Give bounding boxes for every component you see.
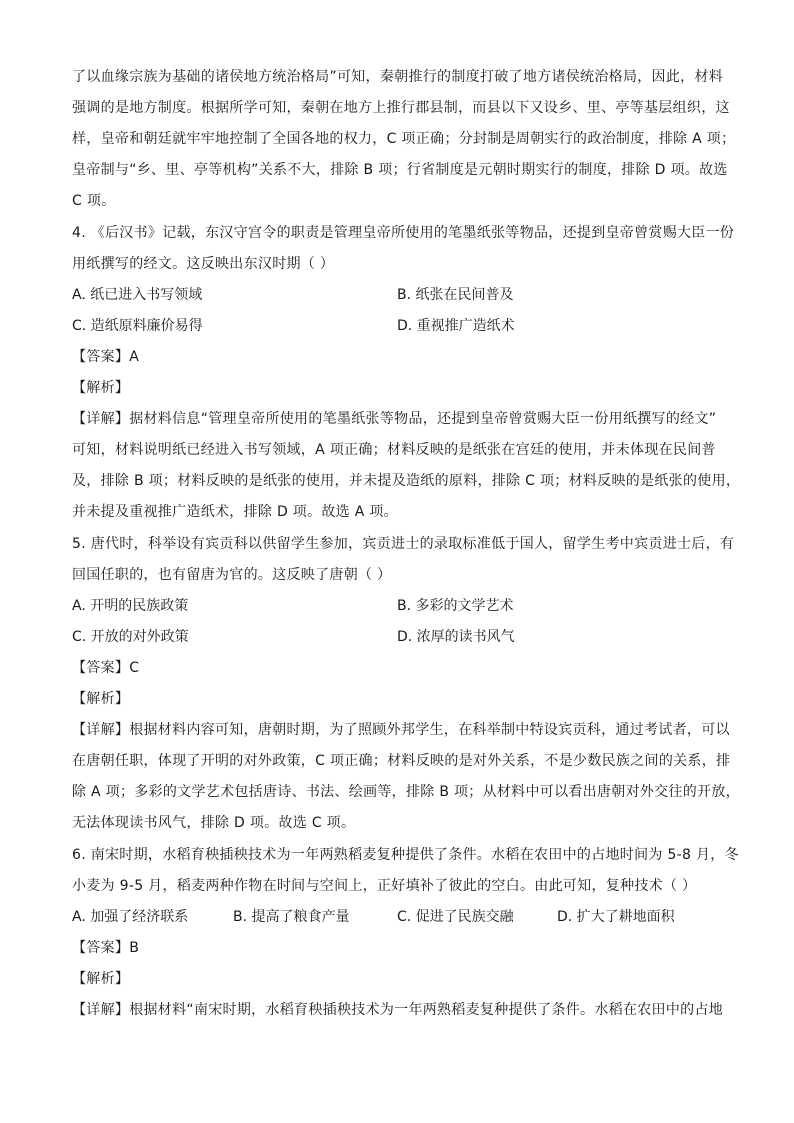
question-stem: 4. 《后汉书》记载，东汉守宫令的职责是管理皇帝所使用的笔墨纸张等物品，还提到皇帝曾赏赐大臣一份 — [72, 225, 735, 241]
analysis-label: 【解析】 — [72, 691, 130, 707]
detail-line: 【详解】根据材料“南宋时期，水稻育秧插秧技术为一年两熟稻麦复种提供了条件。水稻在农田中的占地 — [72, 1002, 724, 1018]
question-stem: 5. 唐代时，科举设有宾贡科以供留学生参加，宾贡进士的录取标准低于国人，留学生考中宾贡进士后，有 — [72, 536, 735, 552]
detail-line: 可知，材料说明纸已经进入书写领域，A 项正确；材料反映的是纸张在宫廷的使用，并未体现在民间普 — [72, 442, 716, 458]
detail-line: 及，排除 B 项；材料反映的是纸张的使用，并未提及造纸的原料，排除 C 项；材料反映的是纸张的使用， — [72, 473, 741, 489]
option-a: A. 加强了经济联系 — [72, 909, 189, 925]
analysis-label: 【解析】 — [72, 971, 130, 987]
detail-line: 在唐朝任职，体现了开明的对外政策，C 项正确；材料反映的是对外关系，不是少数民族之间的关系，排 — [72, 753, 731, 769]
analysis-line: 皇帝制与“乡、里、亭等机构”关系不大，排除 B 项；行省制度是元朝时期实行的制度，排除 D 项。故选 — [72, 162, 728, 178]
analysis-line: 了以血缘宗族为基础的诸侯地方统治格局”可知，秦朝推行的制度打破了地方诸侯统治格局，因此，材料 — [72, 69, 724, 85]
detail-line: 【详解】根据材料内容可知，唐朝时期，为了照顾外邦学生，在科举制中特设宾贡科，通过考试者，可以 — [72, 722, 730, 738]
option-c: C. 促进了民族交融 — [397, 909, 514, 925]
option-b: B. 多彩的文学艺术 — [397, 598, 514, 614]
option-d: D. 扩大了耕地面积 — [557, 909, 675, 925]
question-stem: 回国任职的，也有留唐为官的。这反映了唐朝（ ） — [72, 567, 392, 583]
question-stem: 小麦为 9-5 月，稻麦两种作物在时间与空间上，正好填补了彼此的空白。由此可知，复种技术（ ） — [72, 878, 697, 894]
analysis-line: 强调的是地方制度。根据所学可知，秦朝在地方上推行郡县制，而县以下又设乡、里、亭等基层组织，这 — [72, 100, 730, 116]
option-a: A. 开明的民族政策 — [72, 598, 189, 614]
detail-line: 并未提及重视推广造纸术，排除 D 项。故选 A 项。 — [72, 504, 398, 520]
option-a: A. 纸已进入书写领域 — [72, 287, 203, 303]
answer-label: 【答案】B — [72, 940, 140, 956]
question-stem: 用纸撰写的经文。这反映出东汉时期（ ） — [72, 256, 335, 272]
analysis-label: 【解析】 — [72, 380, 130, 396]
option-c: C. 开放的对外政策 — [72, 629, 189, 645]
option-d: D. 浓厚的读书风气 — [397, 629, 515, 645]
answer-label: 【答案】C — [72, 660, 140, 676]
detail-line: 无法体现读书风气，排除 D 项。故选 C 项。 — [72, 815, 356, 831]
option-b: B. 纸张在民间普及 — [397, 287, 514, 303]
detail-line: 【详解】据材料信息“管理皇帝所使用的笔墨纸张等物品，还提到皇帝曾赏赐大臣一份用纸撰写的经文” — [72, 411, 717, 427]
option-d: D. 重视推广造纸术 — [397, 318, 515, 334]
analysis-line: C 项。 — [72, 193, 116, 209]
answer-label: 【答案】A — [72, 349, 140, 365]
detail-line: 除 A 项；多彩的文学艺术包括唐诗、书法、绘画等，排除 B 项；从材料中可以看出唐朝对外交往的开放， — [72, 784, 740, 800]
question-stem: 6. 南宋时期，水稻育秧插秧技术为一年两熟稻麦复种提供了条件。水稻在农田中的占地时间为 5-8 月，冬 — [72, 847, 739, 863]
option-c: C. 造纸原料廉价易得 — [72, 318, 203, 334]
analysis-line: 样，皇帝和朝廷就牢牢地控制了全国各地的权力，C 项正确；分封制是周朝实行的政治制度，排除 A 项； — [72, 131, 736, 147]
option-b: B. 提高了粮食产量 — [233, 909, 350, 925]
